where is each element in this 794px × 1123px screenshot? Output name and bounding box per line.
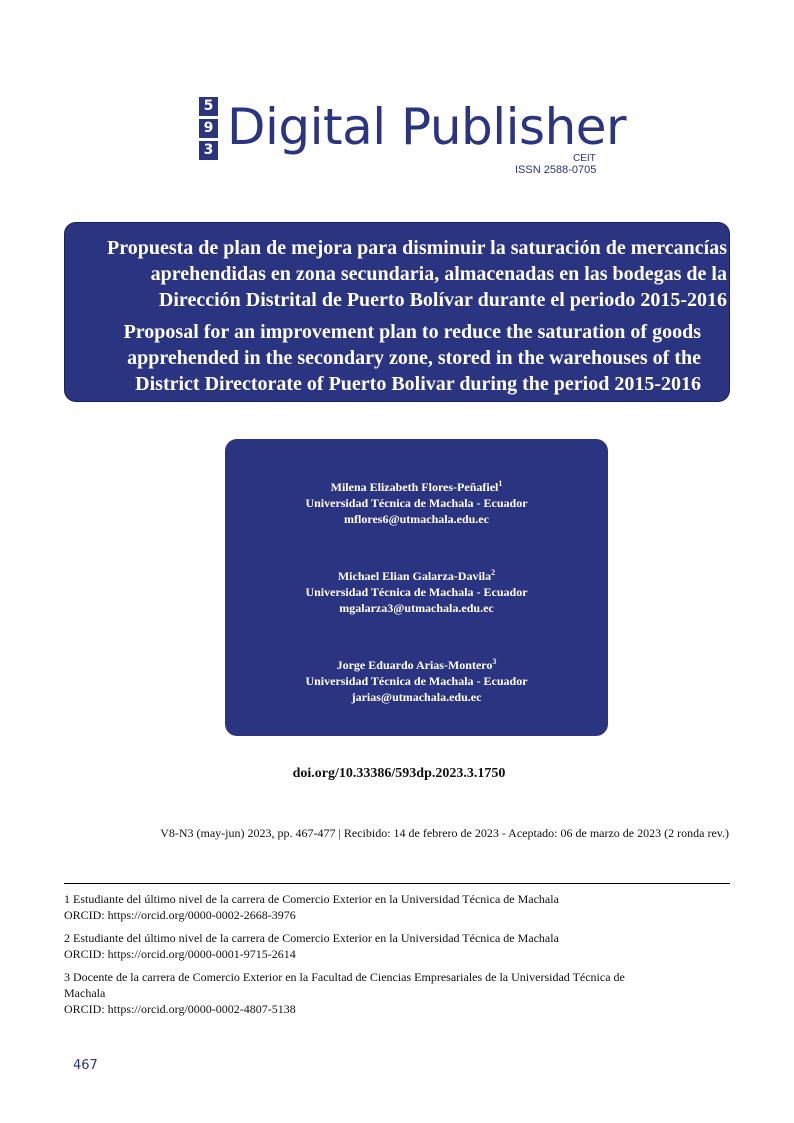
footnote — [64, 891, 730, 923]
logo-name: Digital Publisher — [227, 98, 627, 156]
author-block — [225, 654, 608, 705]
author-name: Michael Elian Galarza-Davila$^2$ — [337, 568, 496, 583]
author-affiliation: Universidad Técnica de Machala - Ecuador — [305, 674, 528, 688]
author-block — [225, 565, 608, 616]
footnote-line: 3 Docente de la carrera de Comercio Exterior en la Facultad de Ciencias Empresariales de la Universidad Técnica de — [64, 970, 625, 984]
logo-ceit: CEIT — [573, 153, 596, 164]
logo-issn: ISSN 2588-0705 — [515, 164, 597, 176]
title-line: Dirección Distrital de Puerto Bolívar durante el periodo 2015-2016 — [158, 289, 727, 311]
footnotes — [64, 891, 730, 1024]
title-line: Proposal for an improvement plan to reduce the saturation of goods — [123, 321, 701, 343]
title-line: apprehended in the secondary zone, stored in the warehouses of the — [127, 347, 701, 369]
title-line: Propuesta de plan de mejora para disminuir la saturación de mercancías — [107, 237, 727, 259]
footnote-orcid[interactable]: ORCID: https://orcid.org/0000-0001-9715-2614 — [64, 947, 296, 961]
authors-box — [225, 439, 608, 736]
publication-meta: V8-N3 (may-jun) 2023, pp. 467-477 | Recibido: 14 de febrero de 2023 - Aceptado: 06 de marzo de 2023 (2 ronda rev.) — [160, 826, 729, 840]
journal-logo — [199, 97, 627, 181]
doi-link[interactable]: doi.org/10.33386/593dp.2023.3.1750 — [292, 766, 506, 781]
author-affiliation: Universidad Técnica de Machala - Ecuador — [305, 585, 528, 599]
footnote-line: 2 Estudiante del último nivel de la carrera de Comercio Exterior en la Universidad Técnica de Machala — [64, 931, 559, 945]
author-block — [225, 476, 608, 527]
footnote — [64, 930, 730, 962]
title-line: District Directorate of Puerto Bolivar during the period 2015-2016 — [135, 373, 701, 395]
title-line: aprehendidas en zona secundaria, almacenadas en las bodegas de la — [150, 263, 727, 285]
author-name: Milena Elizabeth Flores-Peñafiel$^1$ — [330, 479, 503, 494]
page-number: 467 — [73, 1058, 98, 1073]
author-email[interactable]: mflores6@utmachala.edu.ec — [344, 512, 489, 526]
title-english — [65, 319, 727, 397]
footnote-orcid[interactable]: ORCID: https://orcid.org/0000-0002-4807-5138 — [64, 1002, 296, 1016]
footnote-divider — [64, 883, 730, 884]
author-affiliation: Universidad Técnica de Machala - Ecuador — [305, 496, 528, 510]
title-spanish — [65, 235, 727, 313]
author-email[interactable]: mgalarza3@utmachala.edu.ec — [339, 601, 494, 615]
logo-digit: 9 — [199, 119, 218, 138]
footnote — [64, 969, 730, 1017]
author-footnote-marker: 1 — [498, 479, 503, 488]
title-box — [64, 222, 730, 402]
footnote-line: 1 Estudiante del último nivel de la carrera de Comercio Exterior en la Universidad Técnica de Machala — [64, 892, 559, 906]
logo-digit: 3 — [199, 141, 218, 160]
logo-digit: 5 — [199, 97, 218, 116]
author-footnote-marker: 3 — [492, 657, 497, 666]
logo-digit-stack — [199, 97, 218, 163]
footnote-orcid[interactable]: ORCID: https://orcid.org/0000-0002-2668-3976 — [64, 908, 296, 922]
author-footnote-marker: 2 — [491, 568, 496, 577]
author-email[interactable]: jarias@utmachala.edu.ec — [351, 690, 482, 704]
footnote-line: Machala — [64, 986, 106, 1000]
author-name: Jorge Eduardo Arias-Montero$^3$ — [336, 657, 497, 672]
